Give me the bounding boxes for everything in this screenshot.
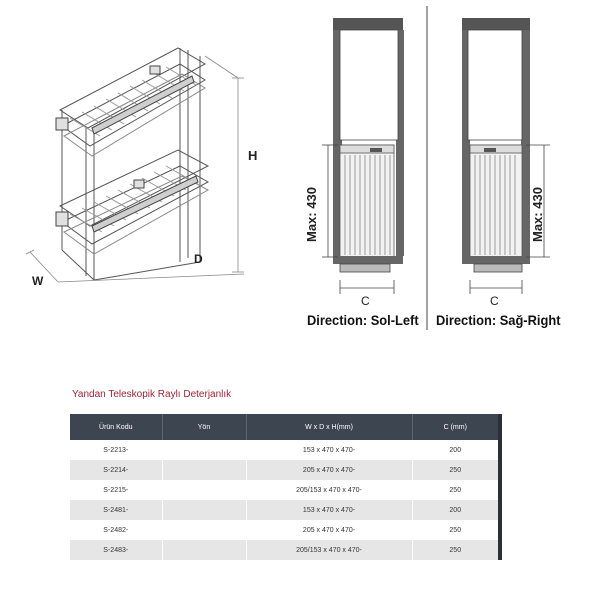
table-row bbox=[70, 440, 500, 460]
max-height-label-right: Max: 430 bbox=[530, 187, 545, 242]
caption-direction-left: Direction: Sol-Left bbox=[307, 312, 419, 328]
product-title: Yandan Teleskopik Raylı Deterjanlık bbox=[72, 389, 232, 400]
cell-c: 250 bbox=[412, 480, 500, 500]
table-row bbox=[70, 480, 500, 500]
cell-direction bbox=[162, 540, 246, 560]
cell-code: S-2483- bbox=[70, 540, 162, 560]
right-section-view bbox=[462, 18, 530, 272]
table-row bbox=[70, 540, 500, 560]
c-label-left: C bbox=[361, 294, 370, 308]
cell-dimensions: 153 x 470 x 470- bbox=[246, 500, 412, 520]
cell-dimensions: 205/153 x 470 x 470- bbox=[246, 480, 412, 500]
cell-c: 250 bbox=[412, 540, 500, 560]
cell-code: S-2214- bbox=[70, 460, 162, 480]
cell-direction bbox=[162, 440, 246, 460]
header-product-code: Ürün Kodu bbox=[70, 414, 162, 440]
cell-direction bbox=[162, 520, 246, 540]
cell-code: S-2213- bbox=[70, 440, 162, 460]
cell-direction bbox=[162, 460, 246, 480]
cell-direction bbox=[162, 480, 246, 500]
table-row bbox=[70, 520, 500, 540]
cell-c: 200 bbox=[412, 500, 500, 520]
header-c: C (mm) bbox=[412, 414, 500, 440]
cell-direction bbox=[162, 500, 246, 520]
cell-dimensions: 205/153 x 470 x 470- bbox=[246, 540, 412, 560]
cell-dimensions: 205 x 470 x 470- bbox=[246, 460, 412, 480]
header-dimensions: W x D x H(mm) bbox=[246, 414, 412, 440]
table-row bbox=[70, 460, 500, 480]
max-height-label-left: Max: 430 bbox=[304, 187, 319, 242]
cell-dimensions: 153 x 470 x 470- bbox=[246, 440, 412, 460]
dim-h-label: H bbox=[248, 148, 258, 163]
cell-code: S-2482- bbox=[70, 520, 162, 540]
dim-w-label: W bbox=[32, 274, 44, 288]
cell-code: S-2215- bbox=[70, 480, 162, 500]
cell-c: 250 bbox=[412, 520, 500, 540]
table-row bbox=[70, 500, 500, 520]
left-section-view bbox=[333, 18, 404, 272]
cell-code: S-2481- bbox=[70, 500, 162, 520]
header-direction: Yön bbox=[162, 414, 246, 440]
spec-table bbox=[70, 414, 502, 560]
table-header-row bbox=[70, 414, 500, 440]
cell-c: 250 bbox=[412, 460, 500, 480]
cell-dimensions: 205 x 470 x 470- bbox=[246, 520, 412, 540]
dimension-lines-iso bbox=[26, 56, 244, 282]
caption-direction-right: Direction: Sağ-Right bbox=[436, 312, 561, 328]
cell-c: 200 bbox=[412, 440, 500, 460]
dim-d-label: D bbox=[194, 252, 203, 266]
c-label-right: C bbox=[490, 294, 499, 308]
basket-isometric-drawing bbox=[56, 48, 208, 280]
